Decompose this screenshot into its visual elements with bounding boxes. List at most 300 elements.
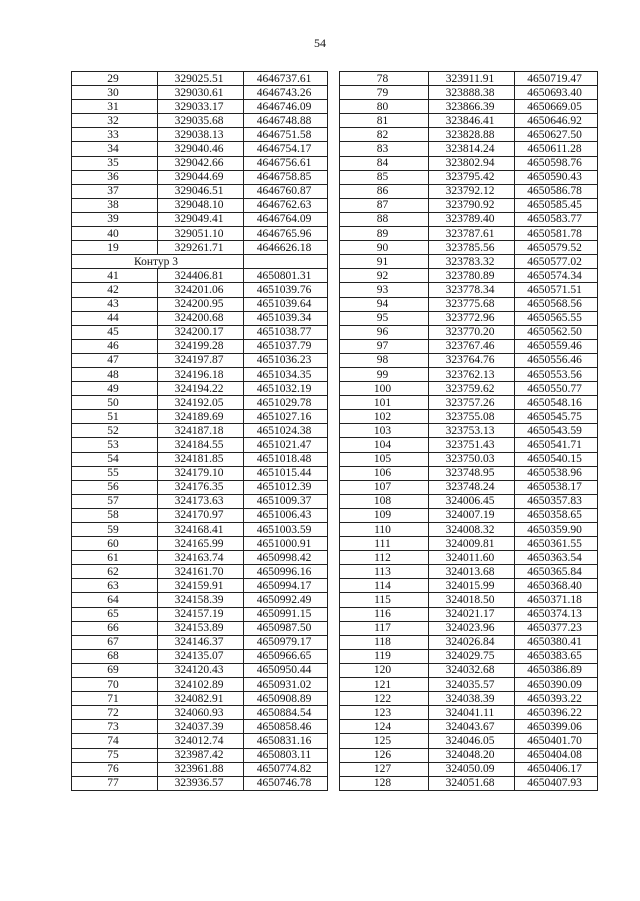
table-row (340, 720, 598, 734)
table-row (72, 734, 328, 748)
table-row (340, 311, 598, 325)
y-coordinate-cell: 4650559.46 (515, 339, 598, 353)
point-number-cell: 109 (340, 508, 429, 522)
table-row (340, 776, 598, 790)
point-number-cell: 101 (340, 396, 429, 410)
x-coordinate-cell: 324102.89 (158, 678, 244, 692)
x-coordinate-cell: 324158.39 (158, 593, 244, 607)
y-coordinate-cell: 4650669.05 (515, 100, 598, 114)
x-coordinate-cell: 324041.11 (429, 706, 515, 720)
point-number-cell: 39 (72, 212, 158, 226)
y-coordinate-cell: 4651018.48 (244, 452, 328, 466)
point-number-cell: 107 (340, 480, 429, 494)
point-number-cell: 69 (72, 663, 158, 677)
y-coordinate-cell: 4651015.44 (244, 466, 328, 480)
y-coordinate-cell: 4651032.19 (244, 382, 328, 396)
point-number-cell: 118 (340, 635, 429, 649)
point-number-cell: 41 (72, 269, 158, 283)
x-coordinate-cell: 324048.20 (429, 748, 515, 762)
table-row (340, 396, 598, 410)
table-row (340, 734, 598, 748)
point-number-cell: 110 (340, 523, 429, 537)
point-number-cell: 48 (72, 367, 158, 381)
table-row (72, 269, 328, 283)
table-row (72, 776, 328, 790)
point-number-cell: 119 (340, 649, 429, 663)
x-coordinate-cell: 324120.43 (158, 663, 244, 677)
x-coordinate-cell: 324046.05 (429, 734, 515, 748)
point-number-cell: 127 (340, 762, 429, 776)
y-coordinate-cell: 4650390.09 (515, 678, 598, 692)
table-row (340, 537, 598, 551)
x-coordinate-cell: 329025.51 (158, 72, 244, 86)
y-coordinate-cell: 4650363.54 (515, 551, 598, 565)
point-number-cell: 34 (72, 142, 158, 156)
point-number-cell: 68 (72, 649, 158, 663)
table-row (72, 748, 328, 762)
table-row (72, 128, 328, 142)
table-row (340, 339, 598, 353)
y-coordinate-cell: 4651003.59 (244, 523, 328, 537)
y-coordinate-cell: 4650365.84 (515, 565, 598, 579)
y-coordinate-cell: 4651027.16 (244, 410, 328, 424)
y-coordinate-cell: 4646746.09 (244, 100, 328, 114)
x-coordinate-cell: 329042.66 (158, 156, 244, 170)
point-number-cell: 81 (340, 114, 429, 128)
y-coordinate-cell: 4646765.96 (244, 227, 328, 241)
y-coordinate-cell: 4651039.76 (244, 283, 328, 297)
y-coordinate-cell: 4646754.17 (244, 142, 328, 156)
coordinates-table-left (71, 71, 328, 791)
point-number-cell: 30 (72, 86, 158, 100)
x-coordinate-cell: 324176.35 (158, 480, 244, 494)
y-coordinate-cell: 4651021.47 (244, 438, 328, 452)
point-number-cell: 104 (340, 438, 429, 452)
point-number-cell: 90 (340, 241, 429, 255)
y-coordinate-cell: 4650358.65 (515, 508, 598, 522)
x-coordinate-cell: 324200.68 (158, 311, 244, 325)
y-coordinate-cell: 4650611.28 (515, 142, 598, 156)
point-number-cell: 96 (340, 325, 429, 339)
x-coordinate-cell: 329038.13 (158, 128, 244, 142)
x-coordinate-cell: 323778.34 (429, 283, 515, 297)
x-coordinate-cell: 324168.41 (158, 523, 244, 537)
point-number-cell: 57 (72, 494, 158, 508)
point-number-cell: 106 (340, 466, 429, 480)
y-coordinate-cell: 4650803.11 (244, 748, 328, 762)
x-coordinate-cell: 324008.32 (429, 523, 515, 537)
point-number-cell: 87 (340, 198, 429, 212)
point-number-cell: 85 (340, 170, 429, 184)
point-number-cell: 99 (340, 367, 429, 381)
table-row (340, 551, 598, 565)
table-row (340, 72, 598, 86)
table-row (72, 720, 328, 734)
y-coordinate-cell: 4650583.77 (515, 212, 598, 226)
point-number-cell: 82 (340, 128, 429, 142)
x-coordinate-cell: 324032.68 (429, 663, 515, 677)
x-coordinate-cell: 323751.43 (429, 438, 515, 452)
table-row (340, 607, 598, 621)
x-coordinate-cell: 324006.45 (429, 494, 515, 508)
x-coordinate-cell: 324406.81 (158, 269, 244, 283)
x-coordinate-cell: 324009.81 (429, 537, 515, 551)
table-row (340, 269, 598, 283)
point-number-cell: 32 (72, 114, 158, 128)
table-row (72, 508, 328, 522)
x-coordinate-cell: 329040.46 (158, 142, 244, 156)
table-row (72, 452, 328, 466)
x-coordinate-cell: 323767.46 (429, 339, 515, 353)
point-number-cell: 100 (340, 382, 429, 396)
point-number-cell: 116 (340, 607, 429, 621)
table-row (72, 706, 328, 720)
x-coordinate-cell: 324060.93 (158, 706, 244, 720)
coordinates-table-right (339, 71, 598, 791)
y-coordinate-cell: 4650386.89 (515, 663, 598, 677)
table-row (72, 523, 328, 537)
y-coordinate-cell: 4650540.15 (515, 452, 598, 466)
x-coordinate-cell: 323846.41 (429, 114, 515, 128)
y-coordinate-cell: 4650579.52 (515, 241, 598, 255)
y-coordinate-cell: 4650831.16 (244, 734, 328, 748)
y-coordinate-cell: 4651024.38 (244, 424, 328, 438)
y-coordinate-cell: 4650545.75 (515, 410, 598, 424)
y-coordinate-cell: 4650383.65 (515, 649, 598, 663)
section-row (72, 255, 328, 269)
point-number-cell: 73 (72, 720, 158, 734)
y-coordinate-cell: 4650548.16 (515, 396, 598, 410)
x-coordinate-cell: 329035.68 (158, 114, 244, 128)
y-coordinate-cell: 4650590.43 (515, 170, 598, 184)
point-number-cell: 59 (72, 523, 158, 537)
table-row (340, 128, 598, 142)
y-coordinate-cell: 4650565.55 (515, 311, 598, 325)
table-row (340, 635, 598, 649)
point-number-cell: 31 (72, 100, 158, 114)
y-coordinate-cell: 4650361.55 (515, 537, 598, 551)
y-coordinate-cell: 4650987.50 (244, 621, 328, 635)
y-coordinate-cell: 4650562.50 (515, 325, 598, 339)
y-coordinate-cell: 4650996.16 (244, 565, 328, 579)
table-row (72, 551, 328, 565)
table-row (72, 565, 328, 579)
x-coordinate-cell: 324192.05 (158, 396, 244, 410)
y-coordinate-cell: 4650801.31 (244, 269, 328, 283)
x-coordinate-cell: 323888.38 (429, 86, 515, 100)
table-row (72, 353, 328, 367)
x-coordinate-cell: 324082.91 (158, 692, 244, 706)
section-title: Контур 3 (72, 255, 244, 269)
y-coordinate-cell: 4650374.13 (515, 607, 598, 621)
point-number-cell: 47 (72, 353, 158, 367)
y-coordinate-cell: 4646737.61 (244, 72, 328, 86)
point-number-cell: 19 (72, 241, 158, 255)
table-row (72, 325, 328, 339)
point-number-cell: 46 (72, 339, 158, 353)
table-row (340, 325, 598, 339)
x-coordinate-cell: 323770.20 (429, 325, 515, 339)
y-coordinate-cell: 4650571.51 (515, 283, 598, 297)
x-coordinate-cell: 323911.91 (429, 72, 515, 86)
point-number-cell: 40 (72, 227, 158, 241)
y-coordinate-cell: 4650693.40 (515, 86, 598, 100)
x-coordinate-cell: 329044.69 (158, 170, 244, 184)
y-coordinate-cell: 4651039.34 (244, 311, 328, 325)
x-coordinate-cell: 323789.40 (429, 212, 515, 226)
x-coordinate-cell: 324200.17 (158, 325, 244, 339)
table-row (72, 424, 328, 438)
x-coordinate-cell: 323828.88 (429, 128, 515, 142)
point-number-cell: 117 (340, 621, 429, 635)
point-number-cell: 126 (340, 748, 429, 762)
y-coordinate-cell: 4650581.78 (515, 227, 598, 241)
y-coordinate-cell: 4650585.45 (515, 198, 598, 212)
point-number-cell: 72 (72, 706, 158, 720)
y-coordinate-cell: 4650574.34 (515, 269, 598, 283)
point-number-cell: 44 (72, 311, 158, 325)
y-coordinate-cell: 4646626.18 (244, 241, 328, 255)
x-coordinate-cell: 324159.91 (158, 579, 244, 593)
table-row (72, 367, 328, 381)
x-coordinate-cell: 323814.24 (429, 142, 515, 156)
table-row (72, 635, 328, 649)
table-row (72, 678, 328, 692)
point-number-cell: 86 (340, 184, 429, 198)
y-coordinate-cell: 4646751.58 (244, 128, 328, 142)
table-row (72, 311, 328, 325)
y-coordinate-cell: 4650393.22 (515, 692, 598, 706)
table-row (340, 663, 598, 677)
y-coordinate-cell: 4650368.40 (515, 579, 598, 593)
x-coordinate-cell: 323802.94 (429, 156, 515, 170)
y-coordinate-cell: 4650538.17 (515, 480, 598, 494)
x-coordinate-cell: 324157.19 (158, 607, 244, 621)
x-coordinate-cell: 329030.61 (158, 86, 244, 100)
y-coordinate-cell: 4651000.91 (244, 537, 328, 551)
table-row (72, 663, 328, 677)
point-number-cell: 74 (72, 734, 158, 748)
table-row (340, 184, 598, 198)
table-row (72, 494, 328, 508)
x-coordinate-cell: 324135.07 (158, 649, 244, 663)
table-row (340, 241, 598, 255)
y-coordinate-cell: 4650992.49 (244, 593, 328, 607)
point-number-cell: 108 (340, 494, 429, 508)
x-coordinate-cell: 323780.89 (429, 269, 515, 283)
x-coordinate-cell: 324201.06 (158, 283, 244, 297)
x-coordinate-cell: 323748.95 (429, 466, 515, 480)
point-number-cell: 50 (72, 396, 158, 410)
table-row (340, 748, 598, 762)
x-coordinate-cell: 324043.67 (429, 720, 515, 734)
point-number-cell: 123 (340, 706, 429, 720)
point-number-cell: 120 (340, 663, 429, 677)
point-number-cell: 128 (340, 776, 429, 790)
y-coordinate-cell: 4650991.15 (244, 607, 328, 621)
table-row (340, 523, 598, 537)
point-number-cell: 75 (72, 748, 158, 762)
table-row (72, 86, 328, 100)
x-coordinate-cell: 324018.50 (429, 593, 515, 607)
point-number-cell: 58 (72, 508, 158, 522)
y-coordinate-cell: 4650404.08 (515, 748, 598, 762)
y-coordinate-cell: 4650577.02 (515, 255, 598, 269)
y-coordinate-cell: 4651039.64 (244, 297, 328, 311)
table-row (340, 678, 598, 692)
table-row (340, 579, 598, 593)
point-number-cell: 88 (340, 212, 429, 226)
point-number-cell: 33 (72, 128, 158, 142)
table-row (72, 339, 328, 353)
x-coordinate-cell: 324023.96 (429, 621, 515, 635)
table-row (72, 283, 328, 297)
x-coordinate-cell: 323866.39 (429, 100, 515, 114)
table-row (340, 86, 598, 100)
y-coordinate-cell: 4646760.87 (244, 184, 328, 198)
y-coordinate-cell: 4651036.23 (244, 353, 328, 367)
x-coordinate-cell: 324021.17 (429, 607, 515, 621)
x-coordinate-cell: 323748.24 (429, 480, 515, 494)
x-coordinate-cell: 324037.39 (158, 720, 244, 734)
y-coordinate-cell: 4650550.77 (515, 382, 598, 396)
point-number-cell: 95 (340, 311, 429, 325)
table-row (72, 170, 328, 184)
point-number-cell: 113 (340, 565, 429, 579)
y-coordinate-cell: 4650598.76 (515, 156, 598, 170)
y-coordinate-cell: 4646748.88 (244, 114, 328, 128)
x-coordinate-cell: 323757.26 (429, 396, 515, 410)
table-row (72, 198, 328, 212)
point-number-cell: 71 (72, 692, 158, 706)
table-row (340, 593, 598, 607)
table-row (72, 156, 328, 170)
point-number-cell: 89 (340, 227, 429, 241)
point-number-cell: 76 (72, 762, 158, 776)
x-coordinate-cell: 329261.71 (158, 241, 244, 255)
x-coordinate-cell: 329051.10 (158, 227, 244, 241)
point-number-cell: 98 (340, 353, 429, 367)
point-number-cell: 55 (72, 466, 158, 480)
y-coordinate-cell: 4650380.41 (515, 635, 598, 649)
table-row (72, 114, 328, 128)
y-coordinate-cell: 4650407.93 (515, 776, 598, 790)
table-row (72, 212, 328, 226)
table-row (72, 579, 328, 593)
x-coordinate-cell: 324015.99 (429, 579, 515, 593)
point-number-cell: 54 (72, 452, 158, 466)
table-row (340, 452, 598, 466)
point-number-cell: 65 (72, 607, 158, 621)
table-row (340, 494, 598, 508)
point-number-cell: 124 (340, 720, 429, 734)
y-coordinate-cell: 4651037.79 (244, 339, 328, 353)
table-row (72, 607, 328, 621)
x-coordinate-cell: 324029.75 (429, 649, 515, 663)
x-coordinate-cell: 324051.68 (429, 776, 515, 790)
point-number-cell: 37 (72, 184, 158, 198)
point-number-cell: 83 (340, 142, 429, 156)
point-number-cell: 56 (72, 480, 158, 494)
x-coordinate-cell: 323790.92 (429, 198, 515, 212)
empty-cell (244, 255, 328, 269)
x-coordinate-cell: 329048.10 (158, 198, 244, 212)
table-row (72, 241, 328, 255)
point-number-cell: 43 (72, 297, 158, 311)
y-coordinate-cell: 4650359.90 (515, 523, 598, 537)
x-coordinate-cell: 324165.99 (158, 537, 244, 551)
x-coordinate-cell: 323755.08 (429, 410, 515, 424)
y-coordinate-cell: 4650543.59 (515, 424, 598, 438)
point-number-cell: 66 (72, 621, 158, 635)
table-row (72, 396, 328, 410)
x-coordinate-cell: 323936.57 (158, 776, 244, 790)
table-row (72, 593, 328, 607)
point-number-cell: 51 (72, 410, 158, 424)
y-coordinate-cell: 4650541.71 (515, 438, 598, 452)
point-number-cell: 45 (72, 325, 158, 339)
x-coordinate-cell: 324161.70 (158, 565, 244, 579)
point-number-cell: 105 (340, 452, 429, 466)
y-coordinate-cell: 4651029.78 (244, 396, 328, 410)
table-row (72, 184, 328, 198)
table-row (340, 367, 598, 381)
point-number-cell: 35 (72, 156, 158, 170)
point-number-cell: 60 (72, 537, 158, 551)
y-coordinate-cell: 4650371.18 (515, 593, 598, 607)
table-row (340, 410, 598, 424)
x-coordinate-cell: 324035.57 (429, 678, 515, 692)
table-row (340, 762, 598, 776)
table-row (340, 170, 598, 184)
table-row (72, 537, 328, 551)
x-coordinate-cell: 323783.32 (429, 255, 515, 269)
point-number-cell: 52 (72, 424, 158, 438)
x-coordinate-cell: 324013.68 (429, 565, 515, 579)
y-coordinate-cell: 4650931.02 (244, 678, 328, 692)
y-coordinate-cell: 4651012.39 (244, 480, 328, 494)
y-coordinate-cell: 4650568.56 (515, 297, 598, 311)
point-number-cell: 102 (340, 410, 429, 424)
x-coordinate-cell: 323795.42 (429, 170, 515, 184)
point-number-cell: 64 (72, 593, 158, 607)
y-coordinate-cell: 4650858.46 (244, 720, 328, 734)
x-coordinate-cell: 324146.37 (158, 635, 244, 649)
table-row (340, 198, 598, 212)
point-number-cell: 122 (340, 692, 429, 706)
y-coordinate-cell: 4646764.09 (244, 212, 328, 226)
y-coordinate-cell: 4651034.35 (244, 367, 328, 381)
x-coordinate-cell: 324181.85 (158, 452, 244, 466)
table-row (72, 410, 328, 424)
table-row (72, 100, 328, 114)
point-number-cell: 79 (340, 86, 429, 100)
table-row (340, 706, 598, 720)
x-coordinate-cell: 324199.28 (158, 339, 244, 353)
point-number-cell: 61 (72, 551, 158, 565)
y-coordinate-cell: 4650994.17 (244, 579, 328, 593)
y-coordinate-cell: 4650586.78 (515, 184, 598, 198)
table-row (72, 438, 328, 452)
table-row (340, 382, 598, 396)
y-coordinate-cell: 4650998.42 (244, 551, 328, 565)
table-row (340, 114, 598, 128)
y-coordinate-cell: 4650357.83 (515, 494, 598, 508)
y-coordinate-cell: 4650950.44 (244, 663, 328, 677)
y-coordinate-cell: 4651009.37 (244, 494, 328, 508)
point-number-cell: 62 (72, 565, 158, 579)
x-coordinate-cell: 324011.60 (429, 551, 515, 565)
